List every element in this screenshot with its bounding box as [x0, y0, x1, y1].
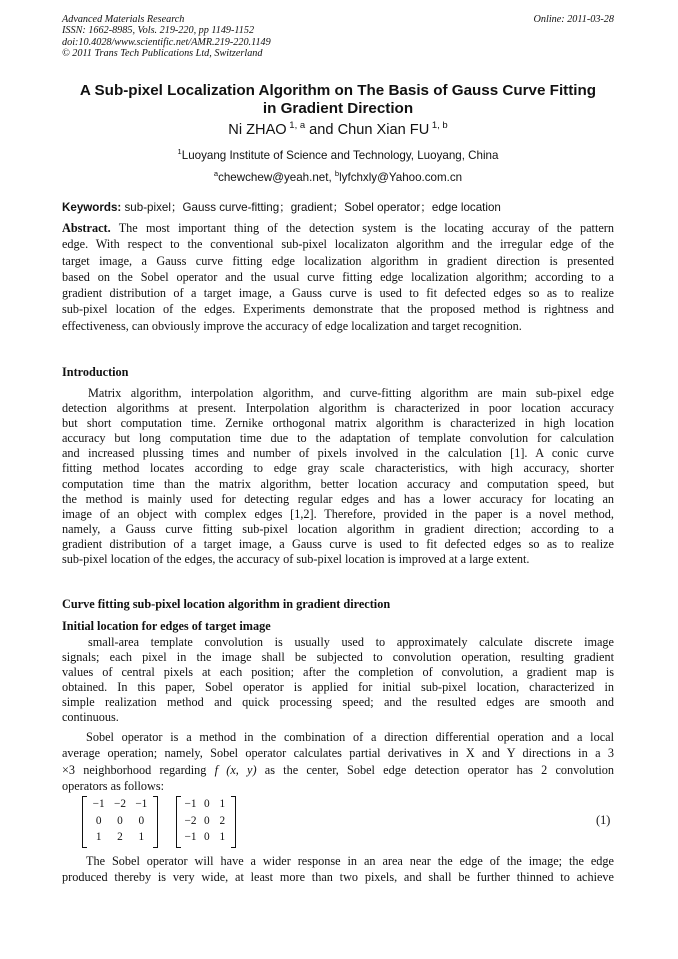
paragraph-line: values of central pixels at each position; after the completion of convolution, a gradient map is [62, 665, 614, 680]
journal-name: Advanced Materials Research [62, 14, 185, 25]
matrix-cell: 0 [204, 814, 210, 827]
authors [62, 122, 614, 138]
issn-line: ISSN: 1662-8985, Vols. 219-220, pp 1149-1152 [62, 25, 255, 37]
email-a: chewchew@yeah.net, [218, 171, 335, 184]
paragraph-line: operators as follows: [62, 778, 165, 793]
paragraph-line: continuous. [62, 710, 119, 725]
convolution-paragraph [62, 635, 614, 726]
email-superscript: a [213, 169, 219, 179]
matrix-cell: −1 [135, 798, 148, 810]
subsection-heading-initial-location: Initial location for edges of target image [62, 619, 271, 633]
affiliation-superscript: 1 [177, 147, 182, 157]
matrix-cell: −2 [184, 814, 197, 827]
abstract-line: gradient distribution of a target image, a Gauss curve is used to fit defected edges so as to realize [62, 286, 614, 301]
keywords-text: sub-pixel；Gauss curve-fitting；gradient；Sobel operator；edge location [121, 201, 501, 214]
sobel-paragraph [62, 729, 614, 794]
paragraph-line: The Sobel operator will have a wider response in an area near the edge of the image; the edge [86, 854, 614, 868]
paragraph-line: small-area template convolution is usually used to approximately calculate discrete image [88, 635, 614, 649]
matrix-cell: 1 [138, 831, 145, 844]
intro-line: accuracy but long computation time due to the adaptation of template convolution for calculation [62, 431, 614, 446]
abstract-line: effectiveness, can obviously improve the accuracy of edge localization and target recognition. [62, 318, 522, 333]
intro-line: detection algorithms at present. Interpolation algorithm is characterized in poor location accuracy [62, 401, 614, 416]
matrix-cell: 2 [219, 814, 226, 827]
abstract-line: sub-pixel location of the edges. Experiments demonstrate that the proposed method is rightness and [62, 302, 614, 317]
matrix-bracket-left [82, 796, 87, 848]
author-name: and Chun Xian FU [305, 122, 430, 138]
keywords-label: Keywords: [62, 201, 122, 214]
intro-line: sub-pixel location of the edges, the accuracy of sub-pixel location is improved at a large extent. [62, 552, 530, 567]
matrix-cell: −1 [92, 798, 105, 810]
matrix-cell: 0 [138, 814, 145, 827]
keywords [62, 199, 614, 215]
paragraph-line: average operation; namely, Sobel operator calculates partial derivatives in X and Y directions in a 3 [62, 746, 614, 761]
matrix-cell: 0 [204, 798, 210, 810]
paragraph-line: produced thereby is very wide, at least more than two pixels, and shall be further thinned to achieve [62, 870, 614, 885]
journal-header [62, 14, 271, 59]
sobel-matrix-y [82, 796, 158, 848]
intro-line: fitting method locates according to edge gray scale characteristics, with high accuracy, shorter [62, 461, 614, 476]
section-heading-curve-fitting: Curve fitting sub-pixel location algorithm in gradient direction [62, 597, 391, 611]
affiliation [62, 149, 614, 162]
intro-line: Matrix algorithm, interpolation algorithm, and curve-fitting algorithm are main sub-pixel edge [88, 386, 614, 400]
copyright-line: © 2011 Trans Tech Publications Ltd, Switzerland [62, 47, 263, 59]
matrix-bracket-right [231, 796, 236, 848]
matrix-table [182, 796, 230, 846]
title-line: A Sub-pixel Localization Algorithm on The Basis of Gauss Curve Fitting [79, 82, 597, 99]
equation-number: (1) [596, 813, 611, 827]
math-fxy: f (x, y) [214, 762, 257, 777]
abstract [62, 220, 614, 334]
intro-line: the method is mainly used for detecting regular edges and has a lower accuracy for locating an [62, 491, 614, 506]
section-heading-introduction: Introduction [62, 365, 129, 379]
introduction-paragraph [62, 386, 614, 567]
emails [62, 171, 614, 184]
matrix-cell: −1 [184, 798, 197, 810]
matrix-cell: 1 [219, 831, 226, 844]
matrix-bracket-left [176, 796, 181, 848]
author-name: Ni ZHAO [228, 122, 287, 138]
matrix-cell: 0 [117, 814, 123, 827]
author-superscript: 1, a [286, 120, 306, 132]
author-superscript: 1, b [429, 120, 448, 132]
affiliation-text: Luoyang Institute of Science and Technology, Luoyang, China [181, 149, 499, 162]
matrix-cell: −1 [184, 831, 197, 844]
paragraph-line: signals; each pixel in the image shall be subjected to convolution operation, resulting gradient [62, 650, 614, 665]
matrix-table [88, 796, 152, 846]
intro-line: image of an object with complex edges [1,2]. Therefore, provided in the paper is a novel method, [62, 506, 614, 521]
title-line: in Gradient Direction [262, 99, 414, 117]
abstract-line: target image, a Gauss curve fitting edge localization algorithm in gradient direction is presented [62, 253, 614, 268]
matrix-cell: 1 [219, 798, 226, 810]
intro-line: gradient distribution of a target image, a Gauss curve is used to fit defected edges so as to realize [62, 536, 614, 551]
intro-line: computation time than the matrix algorithm, better location accuracy and computation speed, but [62, 476, 614, 491]
intro-line: and increased plussing times and number of pixels involved in the calculation [1]. A conic curve [62, 446, 614, 461]
matrix-cell: 1 [95, 831, 102, 844]
abstract-line: based on the Sobel operator and the usual curve fitting edge localization algorithm; according to a [62, 269, 614, 284]
matrix-cell: −2 [113, 798, 126, 810]
matrix-cell: 0 [204, 831, 210, 844]
email-b: lyfchxly@Yahoo.com.cn [339, 171, 463, 184]
matrix-cell: 0 [95, 814, 102, 827]
abstract-line: Abstract. The most important thing of the detection system is the locating accuray of the pattern [62, 221, 614, 235]
paragraph-line: obtained. In this paper, Sobel operator is applied for initial sub-pixel location, characterized in [62, 680, 614, 695]
sobel-response-paragraph [62, 853, 614, 886]
matrix-cell: 2 [117, 831, 123, 844]
doi-line: doi:10.4028/www.scientific.net/AMR.219-220.1149 [62, 36, 271, 48]
paragraph-line: Sobel operator is a method in the combination of a direction differential operation and a local [86, 730, 614, 744]
abstract-label: Abstract. [62, 221, 111, 235]
paragraph-line: ×3 neighborhood regarding f (x, y) as the center, Sobel edge detection operator has 2 convolution [62, 762, 615, 777]
matrix-bracket-right [153, 796, 158, 848]
paper-title [62, 82, 614, 117]
sobel-matrix-x [176, 796, 236, 848]
intro-line: but short computation time. Zernike orthogonal matrix algorithm is characterized in high location [62, 416, 614, 431]
intro-line: namely, a Gauss curve fitting sub-pixel location algorithm in gradient direction; according to a [62, 521, 614, 536]
online-date: Online: 2011-03-28 [533, 14, 614, 25]
paragraph-line: simple realization method and quick processing speed; and the resulted edges are smooth and [62, 695, 614, 710]
email-superscript: b [334, 169, 340, 179]
abstract-line: edge. With respect to the conventional sub-pixel localizaton algorithm and the irregular edge of the [62, 237, 614, 252]
